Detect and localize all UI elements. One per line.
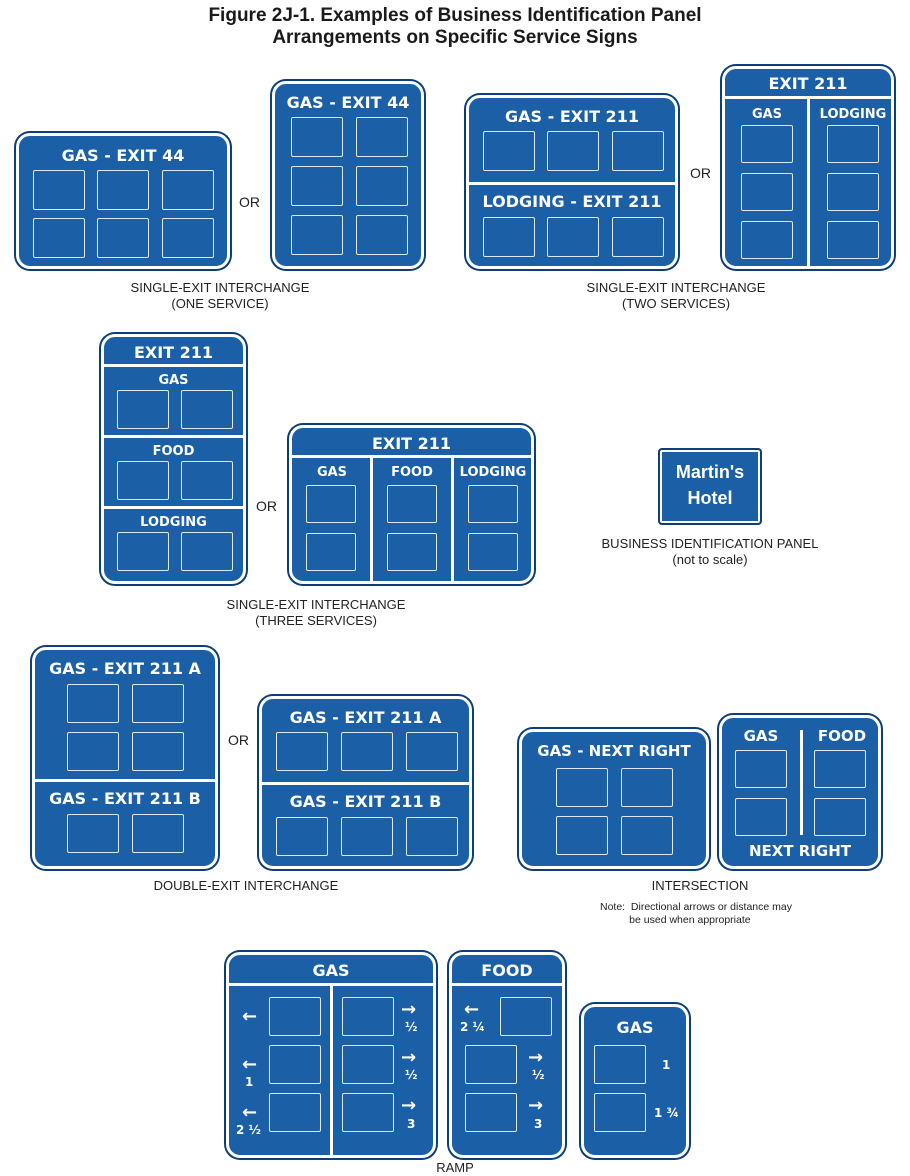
caption-ramp: RAMP <box>436 1160 474 1175</box>
business-panel-slot <box>741 173 793 211</box>
business-panel-slot <box>814 750 866 788</box>
sign-legend: EXIT 211 <box>133 343 214 362</box>
sign-double-exit-wide <box>259 696 472 869</box>
business-panel-slot <box>356 215 408 255</box>
or-label: OR <box>239 194 260 210</box>
sign-legend: LODGING <box>819 107 887 122</box>
sign-legend: GAS - EXIT 211 B <box>289 792 442 811</box>
sign-legend: LODGING <box>140 515 207 530</box>
caption-three-services: SINGLE-EXIT INTERCHANGE (THREE SERVICES) <box>226 597 406 628</box>
left-arrow-icon: ← <box>242 1054 258 1075</box>
business-panel-slot <box>387 485 437 523</box>
sign-legend: GAS - EXIT 211 <box>505 107 639 126</box>
caption-intersection: INTERSECTION <box>651 878 749 893</box>
sign-legend: FOOD <box>391 465 433 480</box>
divider-line <box>800 730 803 835</box>
business-panel-slot <box>406 732 458 771</box>
business-panel-slot <box>132 732 184 771</box>
business-panel-slot <box>827 173 879 211</box>
sign-legend: GAS - EXIT 44 <box>286 93 410 112</box>
divider-line <box>104 506 243 509</box>
sign-gas-exit-44-wide <box>16 133 230 269</box>
business-panel-slot <box>117 461 169 500</box>
business-panel-slot <box>67 684 119 723</box>
business-panel-slot <box>306 533 356 571</box>
business-panel-slot <box>132 684 184 723</box>
left-arrow-icon: ← <box>242 1006 258 1027</box>
business-panel-slot <box>181 390 233 429</box>
divider-line <box>104 435 243 438</box>
business-panel-slot <box>67 814 119 853</box>
business-panel-slot <box>556 816 608 855</box>
business-panel-slot <box>306 485 356 523</box>
business-panel-slot <box>162 170 214 210</box>
business-panel-slot <box>342 1093 394 1132</box>
business-panel-slot <box>827 221 879 259</box>
distance-label: ½ <box>532 1068 545 1082</box>
business-panel-slot <box>735 798 787 836</box>
business-panel-slot <box>483 131 535 171</box>
business-panel-slot <box>483 217 535 257</box>
business-panel-slot <box>162 218 214 258</box>
business-panel-slot <box>612 217 664 257</box>
business-panel-slot <box>621 768 673 807</box>
sign-legend: GAS - EXIT 44 <box>61 146 185 165</box>
sign-double-exit-tall <box>32 647 218 869</box>
business-panel-slot <box>341 732 393 771</box>
divider-line <box>452 983 562 986</box>
sign-legend: GAS - EXIT 211 A <box>49 659 201 678</box>
business-panel-slot <box>291 117 343 157</box>
left-arrow-icon: ← <box>242 1102 258 1123</box>
sign-legend: LODGING <box>459 465 527 480</box>
distance-label: ½ <box>405 1068 418 1082</box>
business-name-line-2: Hotel <box>687 488 733 508</box>
business-panel-slot <box>291 166 343 206</box>
distance-label: 1 ¾ <box>654 1106 679 1120</box>
business-panel-slot <box>181 461 233 500</box>
business-identification-panel-example <box>658 448 762 525</box>
sign-legend: GAS <box>158 373 189 388</box>
business-panel-slot <box>356 166 408 206</box>
sign-legend: EXIT 211 <box>768 74 848 93</box>
sign-legend: GAS <box>312 961 350 980</box>
business-panel-slot <box>276 817 328 856</box>
sign-exit-211-gas-lodging <box>722 66 894 269</box>
caption-two-services: SINGLE-EXIT INTERCHANGE (TWO SERVICES) <box>586 280 766 311</box>
business-panel-slot <box>33 170 85 210</box>
business-panel-slot <box>342 997 394 1036</box>
business-panel-slot <box>814 798 866 836</box>
business-panel-slot <box>117 532 169 571</box>
business-panel-slot <box>67 732 119 771</box>
sign-legend: FOOD <box>152 444 195 459</box>
business-panel-slot <box>269 997 321 1036</box>
sign-legend: FOOD <box>817 727 867 745</box>
distance-label: 2 ½ <box>236 1123 261 1137</box>
business-panel-slot <box>291 215 343 255</box>
figure-title-line-2: Arrangements on Specific Service Signs <box>272 27 638 48</box>
distance-label: 3 <box>534 1117 543 1131</box>
sign-exit-211-three-services-tall <box>101 334 246 584</box>
business-panel-slot <box>269 1093 321 1132</box>
distance-label: 1 <box>662 1058 671 1072</box>
sign-legend: FOOD <box>481 961 533 980</box>
sign-ramp-food <box>449 952 565 1158</box>
business-panel-slot <box>594 1045 646 1084</box>
left-arrow-icon: ← <box>464 999 480 1020</box>
right-arrow-icon: → <box>401 1047 417 1068</box>
business-panel-slot <box>468 533 518 571</box>
business-panel-slot <box>406 817 458 856</box>
sign-legend: NEXT RIGHT <box>748 842 852 860</box>
business-panel-slot <box>547 131 599 171</box>
business-panel-slot <box>341 817 393 856</box>
sign-legend: GAS - EXIT 211 A <box>289 708 442 727</box>
business-panel-slot <box>356 117 408 157</box>
divider-line <box>104 364 243 367</box>
sign-legend: GAS - NEXT RIGHT <box>537 742 691 760</box>
sign-ramp-small-gas <box>581 1004 689 1158</box>
sign-gas-exit-44-tall <box>272 81 424 269</box>
business-panel-slot <box>621 816 673 855</box>
business-panel-slot <box>269 1045 321 1084</box>
right-arrow-icon: → <box>401 1095 417 1116</box>
distance-label: 2 ¼ <box>460 1020 485 1034</box>
right-arrow-icon: → <box>401 999 417 1020</box>
sign-ramp-gas <box>226 952 436 1158</box>
business-panel-slot <box>132 814 184 853</box>
business-panel-slot <box>97 170 149 210</box>
sign-legend: EXIT 211 <box>371 434 452 453</box>
sign-legend: LODGING - EXIT 211 <box>482 192 662 211</box>
business-panel-slot <box>741 221 793 259</box>
caption-business-panel: BUSINESS IDENTIFICATION PANEL (not to scale) <box>601 536 819 567</box>
caption-one-service: SINGLE-EXIT INTERCHANGE (ONE SERVICE) <box>130 280 310 311</box>
sign-legend: GAS <box>616 1018 654 1037</box>
business-panel-slot <box>594 1093 646 1132</box>
business-name-line-1: Martin's <box>675 462 745 482</box>
distance-label: 1 <box>245 1075 254 1089</box>
business-panel-slot <box>117 390 169 429</box>
divider-line <box>330 983 333 1155</box>
sign-gas-next-right <box>519 729 709 869</box>
figure-title-line-1: Figure 2J-1. Examples of Business Identification Panel <box>208 5 702 26</box>
business-panel-slot <box>468 485 518 523</box>
sign-gas-food-next-right <box>719 715 881 869</box>
business-panel-slot <box>547 217 599 257</box>
distance-label: 3 <box>407 1117 416 1131</box>
business-panel-slot <box>181 532 233 571</box>
business-panel-slot <box>741 125 793 163</box>
or-label: OR <box>228 732 249 748</box>
business-panel-slot <box>97 218 149 258</box>
sign-gas-lodging-exit-211 <box>466 95 678 269</box>
sign-legend: GAS <box>743 727 779 745</box>
business-panel-slot <box>612 131 664 171</box>
sign-legend: GAS - EXIT 211 B <box>49 789 201 808</box>
divider-line <box>469 182 675 185</box>
business-panel-slot <box>342 1045 394 1084</box>
right-arrow-icon: → <box>528 1047 544 1068</box>
business-panel-slot <box>33 218 85 258</box>
business-panel-slot <box>465 1093 517 1132</box>
sign-exit-211-three-services-wide <box>289 425 534 584</box>
business-panel-slot <box>735 750 787 788</box>
distance-label: ½ <box>405 1020 418 1034</box>
divider-line <box>35 779 215 782</box>
right-arrow-icon: → <box>528 1095 544 1116</box>
caption-double-exit: DOUBLE-EXIT INTERCHANGE <box>153 878 339 893</box>
business-panel-slot <box>276 732 328 771</box>
business-panel-slot <box>465 1045 517 1084</box>
divider-line <box>292 455 531 458</box>
business-panel-slot <box>387 533 437 571</box>
divider-line <box>262 782 469 785</box>
or-label: OR <box>690 165 711 181</box>
business-panel-slot <box>556 768 608 807</box>
or-label: OR <box>256 498 277 514</box>
sign-legend: GAS <box>751 107 783 122</box>
sign-legend: GAS <box>316 465 348 480</box>
note-text: Note: Directional arrows or distance may be used when appropriate <box>600 901 792 926</box>
business-panel-slot <box>827 125 879 163</box>
business-panel-slot <box>500 997 552 1036</box>
